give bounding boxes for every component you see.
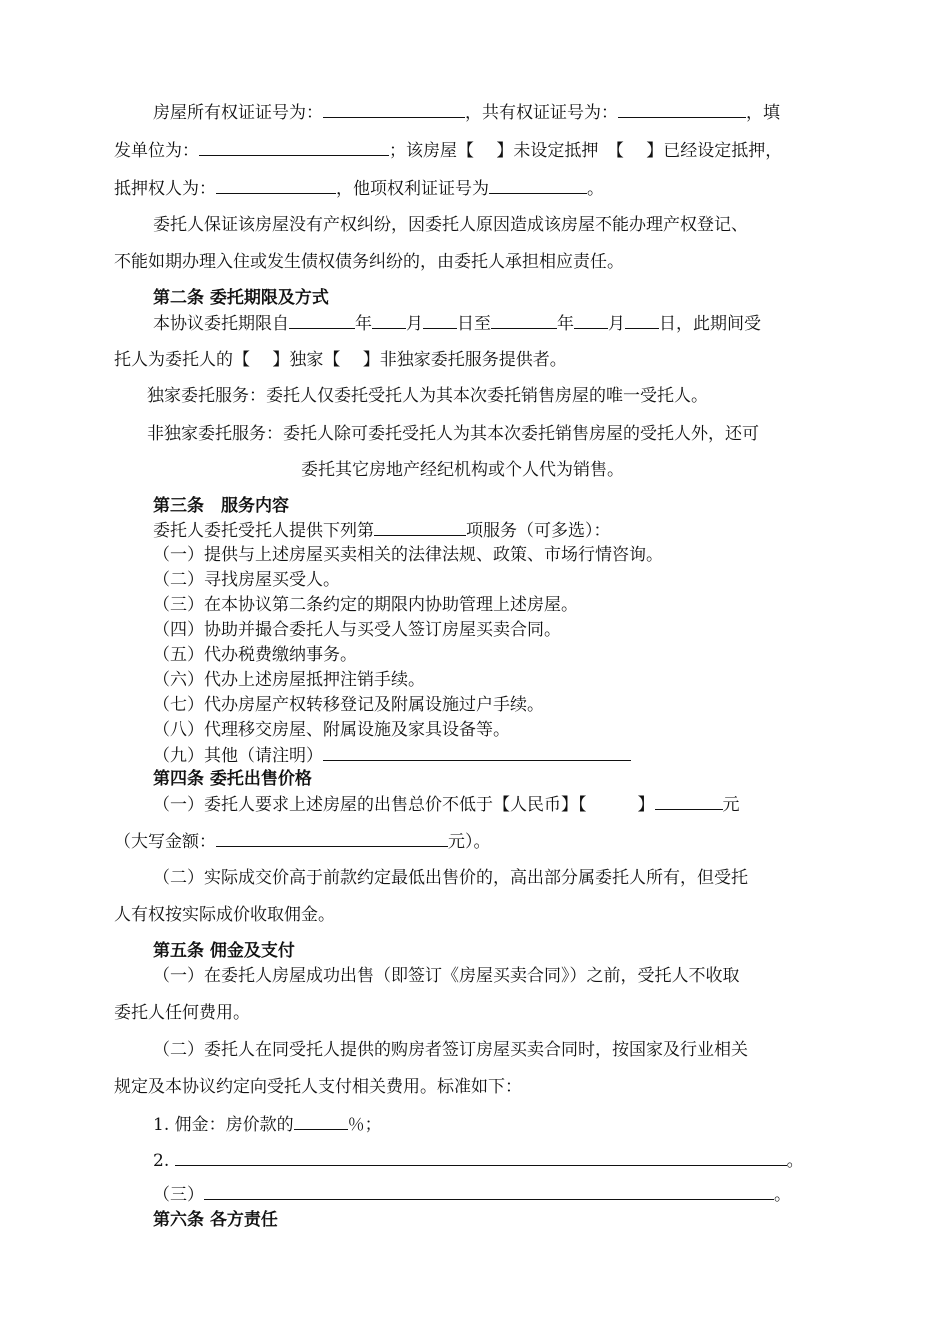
article-4-surplus-line1: （二）实际成交价高于前款约定最低出售价的，高出部分属委托人所有，但受托 [153,868,748,888]
article-4-price-line1: （一）委托人要求上述房屋的出售总价不低于【人民币】【 】 元 [153,792,740,817]
article-5-p2-line2: 规定及本协议约定向受托人支付相关费用。标准如下： [114,1077,522,1097]
blank-price-words [216,829,448,847]
blank-other-service [323,743,631,761]
article-3-heading: 第三条 服务内容 [153,496,289,516]
article-5-p2-line1: （二）委托人在同受托人提供的购房者签订房屋买卖合同时，按国家及行业相关 [153,1040,748,1060]
blank-issuing-unit [199,138,389,156]
article-5-heading: 第五条 佣金及支付 [153,941,295,961]
article-2-nonexclusive-line2: 委托其它房地产经纪机构或个人代为销售。 [301,460,624,480]
blank-end-year [491,311,557,329]
article-5-p1-line1: （一）在委托人房屋成功出售（即签订《房屋买卖合同》）之前，受托人不收取 [153,966,740,986]
article-4-heading: 第四条 委托出售价格 [153,769,312,789]
article-5-p1-line2: 委托人任何费用。 [114,1003,250,1023]
article-5-item-2: 2. 。 [153,1148,804,1173]
blank-service-items [374,518,466,536]
service-item-3: （三）在本协议第二条约定的期限内协助管理上述房屋。 [153,595,578,615]
article-6-heading: 第六条 各方责任 [153,1210,278,1230]
blank-end-day [625,311,659,329]
blank-price-amount [655,792,723,810]
article-2-period-line2: 托人为委托人的【 】独家【 】非独家委托服务提供者。 [114,350,567,370]
service-item-8: （八）代理移交房屋、附属设施及家具设备等。 [153,720,510,740]
service-item-9: （九）其他（请注明） [153,743,631,768]
para-certificate-line1: 房屋所有权证证号为： ，共有权证证号为： ，填 [153,100,780,125]
service-item-1: （一）提供与上述房屋买卖相关的法律法规、政策、市场行情咨询。 [153,545,663,565]
blank-other-cert [489,176,587,194]
service-item-5: （五）代办税费缴纳事务。 [153,645,357,665]
service-item-4: （四）协助并撮合委托人与买受人签订房屋买卖合同。 [153,620,561,640]
blank-item-2 [175,1148,787,1166]
blank-mortgagee [216,176,336,194]
blank-co-cert-number [618,100,746,118]
para-certificate-line2: 发单位为： ；该房屋【 】未设定抵押 【 】已经设定抵押， [114,138,782,163]
blank-cert-number [323,100,465,118]
article-4-surplus-line2: 人有权按实际成价收取佣金。 [114,905,335,925]
blank-start-month [372,311,406,329]
article-2-period-line1: 本协议委托期限自 年 月 日至 年 月 日，此期间受 [153,311,761,336]
article-3-intro: 委托人委托受托人提供下列第 项服务（可多选）： [153,518,611,543]
article-4-price-line2: （大写金额： 元）。 [114,829,491,854]
para-guarantee-line1: 委托人保证该房屋没有产权纠纷，因委托人原因造成该房屋不能办理产权登记、 [153,215,748,235]
service-item-6: （六）代办上述房屋抵押注销手续。 [153,670,425,690]
article-2-exclusive: 独家委托服务：委托人仅委托受托人为其本次委托销售房屋的唯一受托人。 [147,386,708,406]
service-item-2: （二）寻找房屋买受人。 [153,570,340,590]
article-2-nonexclusive-line1: 非独家委托服务：委托人除可委托受托人为其本次委托销售房屋的受托人外，还可 [147,424,759,444]
service-item-7: （七）代办房屋产权转移登记及附属设施过户手续。 [153,695,544,715]
blank-start-day [423,311,457,329]
blank-start-year [289,311,355,329]
article-5-item-3: （三） 。 [153,1182,791,1207]
blank-item-3 [204,1182,774,1200]
article-5-commission: 1. 佣金：房价款的 ％； [153,1112,382,1137]
para-certificate-line3: 抵押权人为： ，他项权利证证号为 。 [114,176,604,201]
para-guarantee-line2: 不能如期办理入住或发生债权债务纠纷的，由委托人承担相应责任。 [114,252,624,272]
article-2-heading: 第二条 委托期限及方式 [153,288,329,308]
blank-commission-percent [294,1112,348,1130]
blank-end-month [574,311,608,329]
